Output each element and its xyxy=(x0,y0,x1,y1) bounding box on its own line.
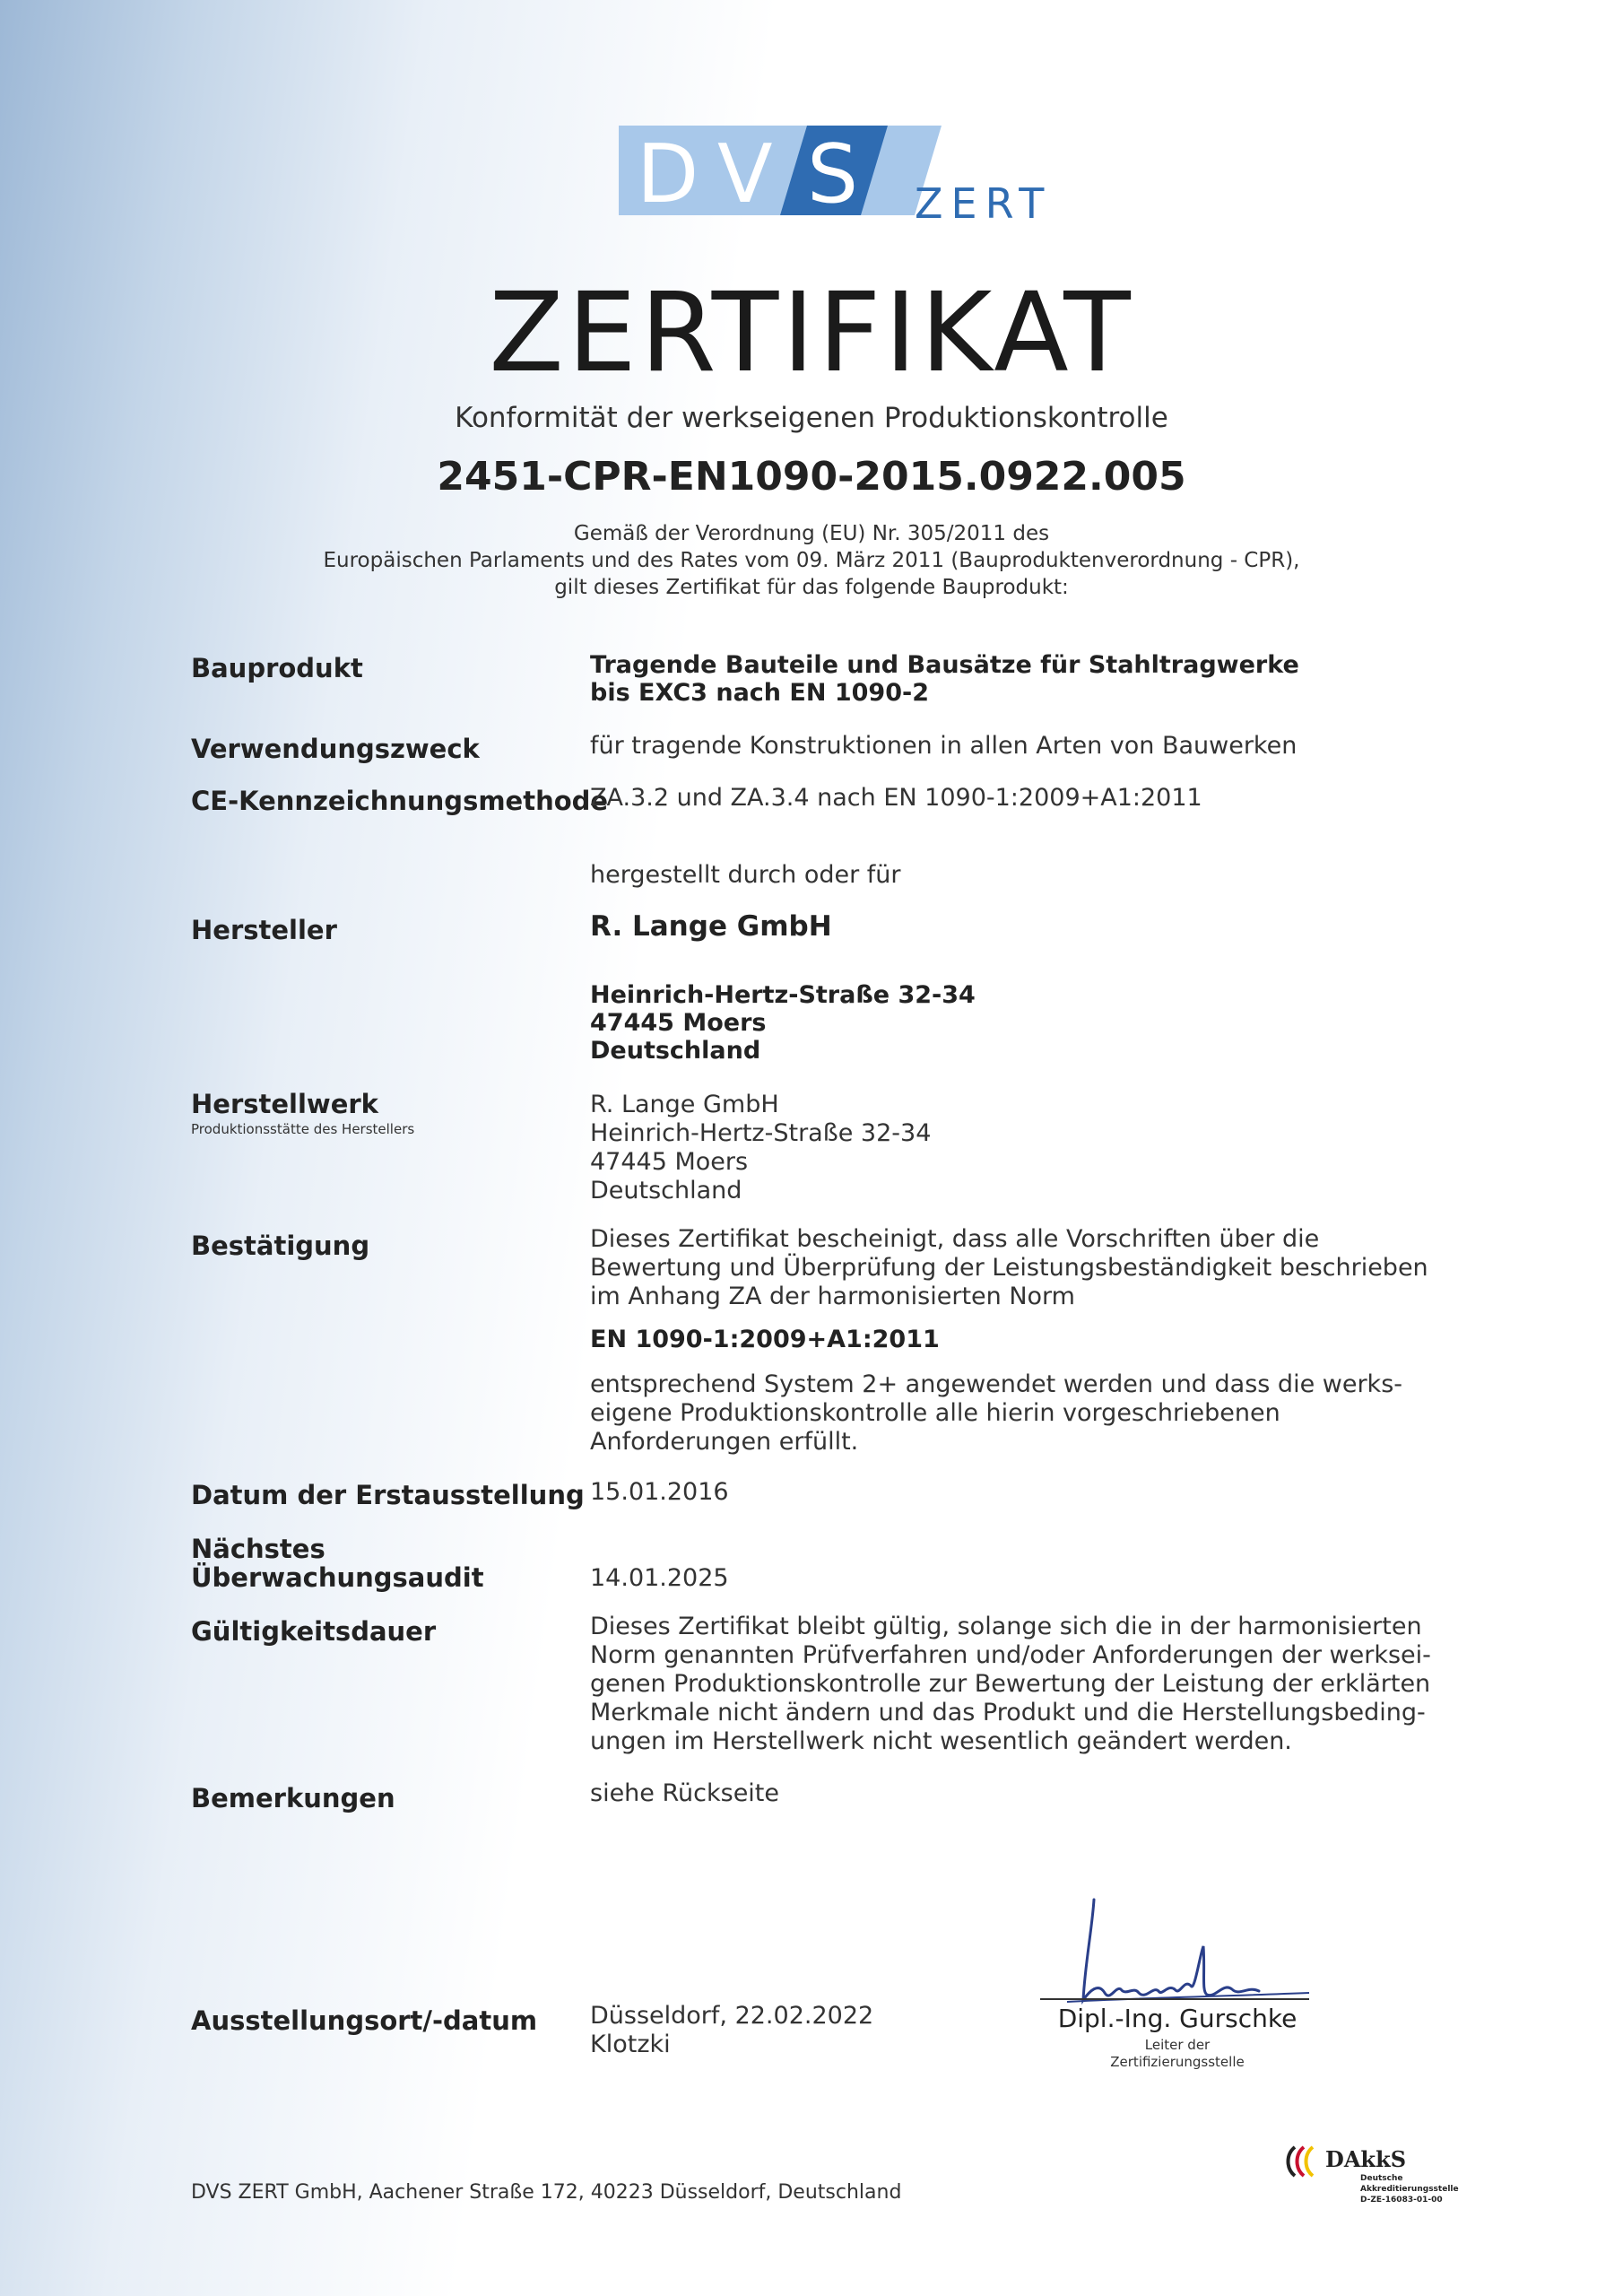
signatory-role: Leiter der xyxy=(1144,2037,1211,2053)
value-hersteller-address xyxy=(590,981,976,1065)
label-audit-line2: Überwachungsaudit xyxy=(191,1562,484,1593)
value-ausstellung xyxy=(590,2002,873,2059)
value-line: Dieses Zertifikat bleibt gültig, solange sich die in der harmonisierten xyxy=(590,1613,1422,1640)
value-hersteller-name: R. Lange GmbH xyxy=(590,910,832,943)
label-bestaetigung: Bestätigung xyxy=(191,1231,370,1261)
address-line: Heinrich-Hertz-Straße 32-34 xyxy=(590,981,976,1009)
hergestellt-text: hergestellt durch oder für xyxy=(590,861,901,889)
value-verwendungszweck: für tragende Konstruktionen in allen Arten von Bauwerken xyxy=(590,732,1298,760)
value-bestaetigung-part2 xyxy=(590,1370,1402,1457)
value-bemerkungen: siehe Rückseite xyxy=(590,1779,780,1807)
value-line: genen Produktionskontrolle zur Bewertung der Leistung der erklärten xyxy=(590,1670,1431,1698)
intro-line: Europäischen Parlaments und des Rates vom 09. März 2011 (Bauproduktenverordnung - CPR), xyxy=(323,549,1300,572)
value-bestaetigung-norm: EN 1090-1:2009+A1:2011 xyxy=(590,1326,940,1353)
intro-line: gilt dieses Zertifikat für das folgende Bauprodukt: xyxy=(554,576,1069,599)
label-ausstellung: Ausstellungsort/-datum xyxy=(191,2005,538,2036)
value-line: 47445 Moers xyxy=(590,1148,749,1176)
document-title: ZERTIFIKAT xyxy=(489,269,1134,396)
dakks-line: Deutsche xyxy=(1360,2174,1403,2183)
value-gueltigkeit xyxy=(590,1613,1431,1756)
value-line: Düsseldorf, 22.02.2022 xyxy=(590,2002,874,2030)
label-audit-line1: Nächstes xyxy=(191,1534,325,1564)
address-line: Deutschland xyxy=(590,1037,761,1065)
value-bauprodukt xyxy=(590,651,1299,707)
dakks-line: Akkreditierungsstelle xyxy=(1360,2185,1459,2194)
label-erstausstellung: Datum der Erstausstellung xyxy=(191,1480,585,1510)
value-line: entsprechend System 2+ angewendet werden und dass die werks- xyxy=(590,1370,1403,1398)
certificate-number: 2451-CPR-EN1090-2015.0922.005 xyxy=(437,454,1186,500)
value-erstausstellung: 15.01.2016 xyxy=(590,1478,729,1506)
label-herstellwerk: Herstellwerk xyxy=(191,1089,378,1119)
signature-line xyxy=(1040,1998,1309,2000)
footer-address: DVS ZERT GmbH, Aachener Straße 172, 40223 Düsseldorf, Deutschland xyxy=(191,2181,902,2204)
value-line: Merkmale nicht ändern und das Produkt und die Herstellungsbeding- xyxy=(590,1699,1426,1726)
value-line: Norm genannten Prüfverfahren und/oder Anforderungen der werksei- xyxy=(590,1641,1431,1669)
signatory-role: Zertifizierungsstelle xyxy=(1110,2054,1245,2070)
value-line: Tragende Bauteile und Bausätze für Stahltragwerke xyxy=(590,651,1299,679)
label-verwendungszweck: Verwendungszweck xyxy=(191,734,480,764)
value-line: ungen im Herstellwerk nicht wesentlich geändert werden. xyxy=(590,1727,1292,1755)
intro-line: Gemäß der Verordnung (EU) Nr. 305/2011 des xyxy=(573,522,1050,545)
svg-text:D: D xyxy=(637,127,712,222)
value-line: im Anhang ZA der harmonisierten Norm xyxy=(590,1283,1075,1310)
value-ce-methode: ZA.3.2 und ZA.3.4 nach EN 1090-1:2009+A1:2011 xyxy=(590,784,1202,812)
dakks-accreditation-number: D-ZE-16083-01-00 xyxy=(1360,2196,1443,2205)
label-gueltigkeit: Gültigkeitsdauer xyxy=(191,1616,437,1647)
dakks-logo-text: DAkkS xyxy=(1325,2146,1407,2172)
value-line: eigene Produktionskontrolle alle hierin vorgeschriebenen xyxy=(590,1399,1280,1427)
value-audit: 14.01.2025 xyxy=(590,1564,729,1592)
value-line: Deutschland xyxy=(590,1177,742,1205)
value-line: Bewertung und Überprüfung der Leistungsbeständigkeit beschrieben xyxy=(590,1254,1428,1282)
document-subtitle: Konformität der werkseigenen Produktionskontrolle xyxy=(455,402,1168,434)
label-ce-methode: CE-Kennzeichnungsmethode xyxy=(191,786,609,816)
value-line: bis EXC3 nach EN 1090-2 xyxy=(590,679,929,707)
signatory-name: Dipl.-Ing. Gurschke xyxy=(1057,2004,1298,2033)
value-line: Dieses Zertifikat bescheinigt, dass alle Vorschriften über die xyxy=(590,1225,1320,1253)
dakks-logo-mark xyxy=(1282,2145,1327,2178)
svg-text:S: S xyxy=(807,127,859,222)
value-herstellwerk xyxy=(590,1091,931,1205)
value-line: R. Lange GmbH xyxy=(590,1091,779,1118)
address-line: 47445 Moers xyxy=(590,1009,767,1037)
label-hersteller: Hersteller xyxy=(191,915,337,945)
value-bestaetigung-part1 xyxy=(590,1225,1428,1311)
label-bauprodukt: Bauprodukt xyxy=(191,653,363,683)
value-line: Klotzki xyxy=(590,2031,671,2058)
value-line: Anforderungen erfüllt. xyxy=(590,1428,859,1456)
value-line: Heinrich-Hertz-Straße 32-34 xyxy=(590,1119,932,1147)
svg-text:V: V xyxy=(717,127,773,222)
sublabel-herstellwerk: Produktionsstätte des Herstellers xyxy=(191,1121,415,1137)
label-bemerkungen: Bemerkungen xyxy=(191,1783,395,1813)
logo-zert-text: ZERT xyxy=(915,179,1053,228)
